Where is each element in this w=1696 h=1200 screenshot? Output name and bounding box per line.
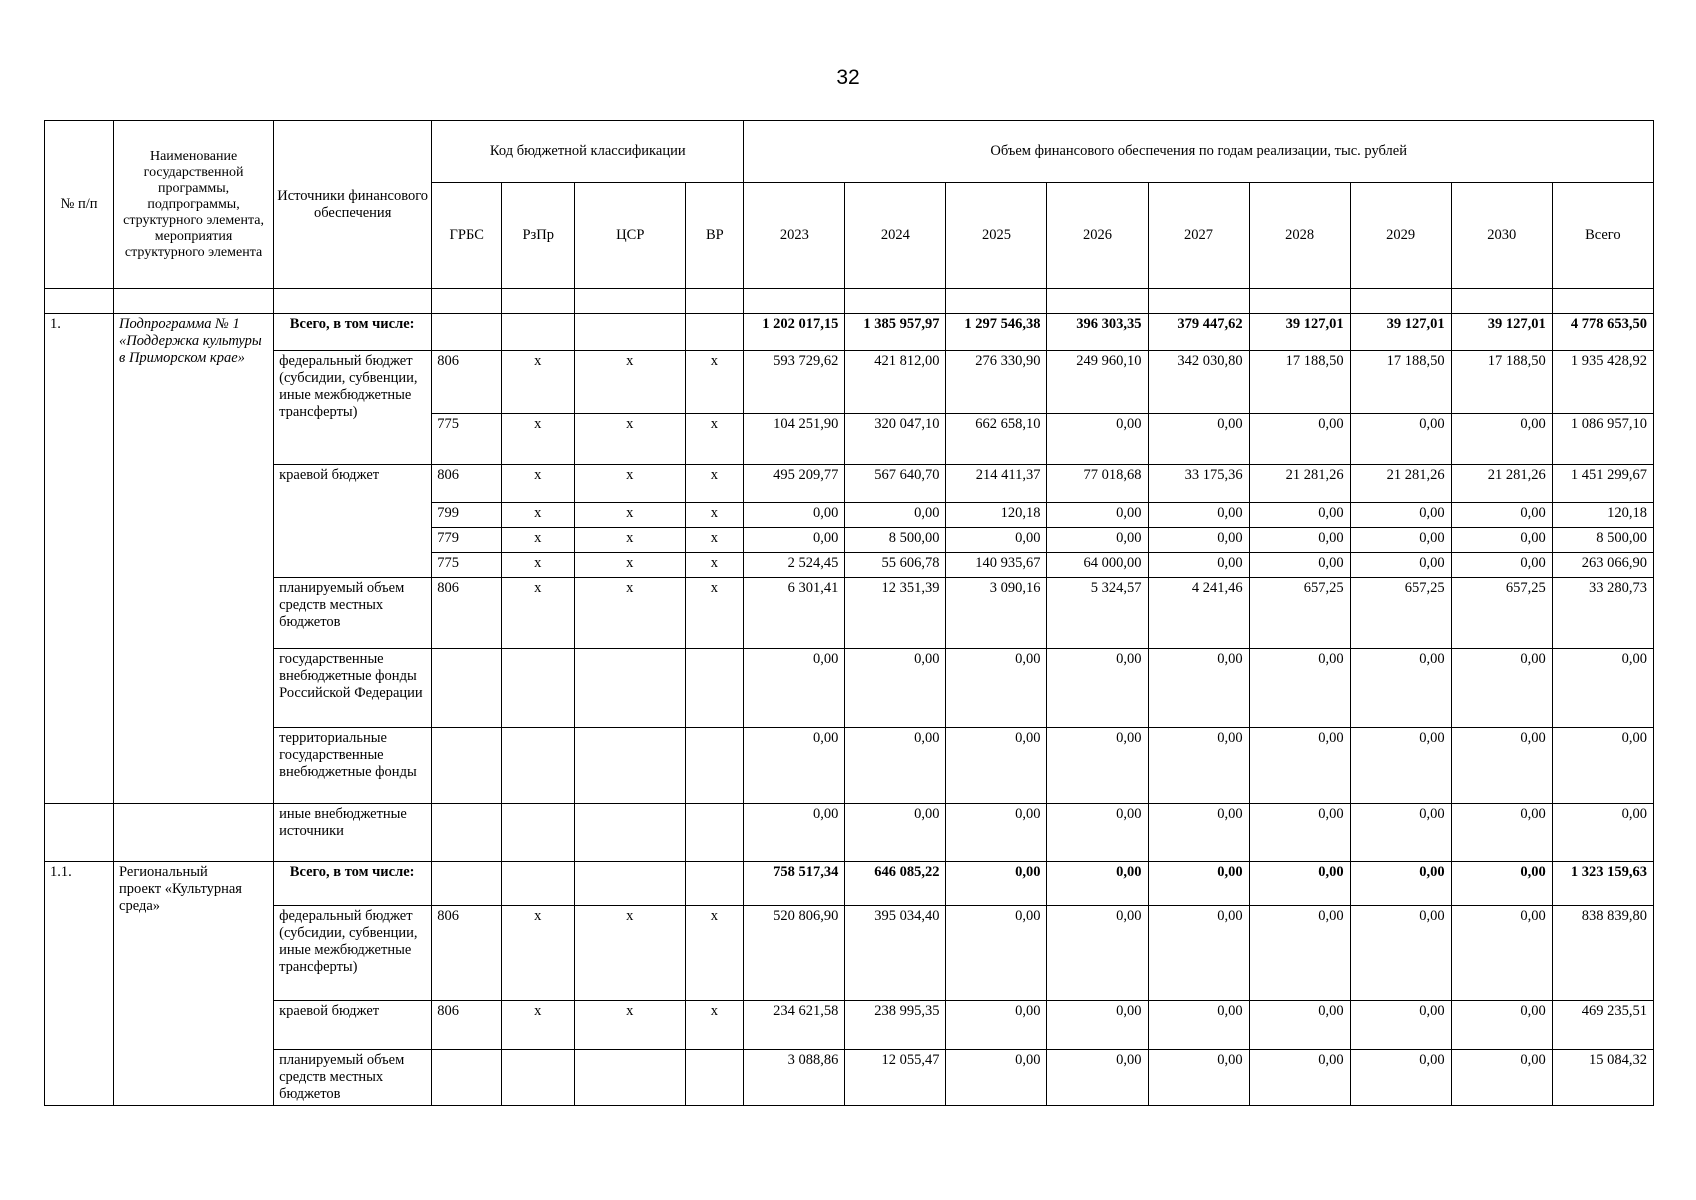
cell-value: 0,00 xyxy=(1350,414,1451,465)
table-row xyxy=(45,804,1654,862)
source-label: федеральный бюджет (субсидии, субвенции, иные межбюджетные трансферты) xyxy=(274,351,432,465)
cell-rzpr: x xyxy=(502,465,575,503)
table-row xyxy=(45,728,1654,804)
table-row xyxy=(45,862,1654,906)
cell-value: 21 281,26 xyxy=(1350,465,1451,503)
cell-vr: x xyxy=(686,1001,744,1050)
cell-value: 0,00 xyxy=(1148,528,1249,553)
cell-value: 567 640,70 xyxy=(845,465,946,503)
cell-value: 0,00 xyxy=(1148,649,1249,728)
cell-value: 0,00 xyxy=(1350,1050,1451,1106)
cell-value: 0,00 xyxy=(946,804,1047,862)
cell-value: 0,00 xyxy=(1047,728,1148,804)
cell-value: 33 280,73 xyxy=(1552,578,1653,649)
cell-value: 0,00 xyxy=(1350,728,1451,804)
cell-value: 4 778 653,50 xyxy=(1552,314,1653,351)
cell-value: 120,18 xyxy=(946,503,1047,528)
cell-csr: x xyxy=(575,578,686,649)
header-year-2026: 2026 xyxy=(1047,183,1148,289)
cell-value: 0,00 xyxy=(1451,1001,1552,1050)
cell-value: 0,00 xyxy=(1047,528,1148,553)
cell-value: 234 621,58 xyxy=(744,1001,845,1050)
cell-value: 0,00 xyxy=(1047,1050,1148,1106)
cell-value: 0,00 xyxy=(1148,906,1249,1001)
cell-value: 0,00 xyxy=(946,1001,1047,1050)
cell-value: 238 995,35 xyxy=(845,1001,946,1050)
cell-value: 77 018,68 xyxy=(1047,465,1148,503)
cell-value: 0,00 xyxy=(1451,862,1552,906)
cell-value: 1 086 957,10 xyxy=(1552,414,1653,465)
cell-value: 1 202 017,15 xyxy=(744,314,845,351)
cell-value: 0,00 xyxy=(1148,804,1249,862)
table-row xyxy=(45,1001,1654,1050)
cell-value: 33 175,36 xyxy=(1148,465,1249,503)
cell-rzpr: x xyxy=(502,528,575,553)
cell-value: 0,00 xyxy=(1350,1001,1451,1050)
cell-value: 6 301,41 xyxy=(744,578,845,649)
cell-value: 657,25 xyxy=(1451,578,1552,649)
cell-value: 15 084,32 xyxy=(1552,1050,1653,1106)
cell-value: 0,00 xyxy=(1148,414,1249,465)
table-row xyxy=(45,906,1654,1001)
cell-value: 0,00 xyxy=(1148,862,1249,906)
cell-value: 0,00 xyxy=(1047,503,1148,528)
source-label: Всего, в том числе: xyxy=(274,862,432,906)
cell-value: 0,00 xyxy=(744,503,845,528)
cell-vr: x xyxy=(686,465,744,503)
financing-table xyxy=(44,120,1654,1106)
cell-value: 214 411,37 xyxy=(946,465,1047,503)
cell-value: 0,00 xyxy=(1249,503,1350,528)
cell-value: 0,00 xyxy=(1148,728,1249,804)
cell-grbs: 779 xyxy=(432,528,502,553)
cell-value: 0,00 xyxy=(1249,553,1350,578)
cell-csr: x xyxy=(575,906,686,1001)
cell-grbs: 775 xyxy=(432,553,502,578)
source-label: планируемый объем средств местных бюджетов xyxy=(274,1050,432,1106)
cell-value: 0,00 xyxy=(1249,728,1350,804)
cell-value: 0,00 xyxy=(1148,1001,1249,1050)
cell-value: 8 500,00 xyxy=(845,528,946,553)
cell-csr: x xyxy=(575,414,686,465)
cell-grbs: 806 xyxy=(432,351,502,414)
cell-value: 320 047,10 xyxy=(845,414,946,465)
row-name: Подпрограмма № 1 «Поддержка культуры в Приморском крае» xyxy=(114,314,274,804)
cell-grbs: 775 xyxy=(432,414,502,465)
cell-value: 8 500,00 xyxy=(1552,528,1653,553)
cell-csr: x xyxy=(575,1001,686,1050)
cell-value: 0,00 xyxy=(946,528,1047,553)
cell-value: 0,00 xyxy=(744,528,845,553)
cell-value: 0,00 xyxy=(1249,1050,1350,1106)
cell-value: 0,00 xyxy=(946,649,1047,728)
cell-vr: x xyxy=(686,503,744,528)
cell-value: 342 030,80 xyxy=(1148,351,1249,414)
cell-value: 0,00 xyxy=(1451,906,1552,1001)
cell-value: 21 281,26 xyxy=(1249,465,1350,503)
cell-value: 3 088,86 xyxy=(744,1050,845,1106)
header-year-2029: 2029 xyxy=(1350,183,1451,289)
cell-value: 0,00 xyxy=(845,804,946,862)
cell-value: 1 323 159,63 xyxy=(1552,862,1653,906)
header-volume: Объем финансового обеспечения по годам реализации, тыс. рублей xyxy=(744,121,1654,183)
cell-value: 0,00 xyxy=(845,649,946,728)
cell-value: 0,00 xyxy=(1552,804,1653,862)
cell-value: 249 960,10 xyxy=(1047,351,1148,414)
cell-vr: x xyxy=(686,578,744,649)
cell-rzpr: x xyxy=(502,906,575,1001)
page-number: 32 xyxy=(836,66,860,89)
table-row xyxy=(45,649,1654,728)
cell-value: 0,00 xyxy=(1451,649,1552,728)
cell-value: 39 127,01 xyxy=(1249,314,1350,351)
row-name: Региональный проект «Культурная среда» xyxy=(114,862,274,1106)
cell-value: 104 251,90 xyxy=(744,414,845,465)
cell-value: 0,00 xyxy=(946,906,1047,1001)
cell-value: 0,00 xyxy=(1047,1001,1148,1050)
table-row xyxy=(45,465,1654,503)
spacer-row xyxy=(45,289,1654,314)
cell-value: 0,00 xyxy=(1350,649,1451,728)
cell-value: 1 385 957,97 xyxy=(845,314,946,351)
cell-value: 0,00 xyxy=(1148,503,1249,528)
cell-value: 495 209,77 xyxy=(744,465,845,503)
cell-csr: x xyxy=(575,465,686,503)
cell-value: 0,00 xyxy=(1047,414,1148,465)
cell-value: 0,00 xyxy=(1047,906,1148,1001)
cell-value: 2 524,45 xyxy=(744,553,845,578)
cell-value: 0,00 xyxy=(1350,906,1451,1001)
cell-value: 12 055,47 xyxy=(845,1050,946,1106)
cell-value: 0,00 xyxy=(1451,804,1552,862)
cell-value: 17 188,50 xyxy=(1249,351,1350,414)
header-rzpr: РзПр xyxy=(502,183,575,289)
cell-value: 0,00 xyxy=(1047,862,1148,906)
cell-value: 0,00 xyxy=(744,649,845,728)
cell-value: 0,00 xyxy=(1451,728,1552,804)
cell-value: 1 451 299,67 xyxy=(1552,465,1653,503)
cell-grbs: 806 xyxy=(432,1001,502,1050)
cell-value: 0,00 xyxy=(1249,528,1350,553)
cell-value: 0,00 xyxy=(1350,862,1451,906)
cell-value: 657,25 xyxy=(1249,578,1350,649)
cell-rzpr: x xyxy=(502,553,575,578)
cell-value: 1 935 428,92 xyxy=(1552,351,1653,414)
table-row xyxy=(45,578,1654,649)
cell-value: 21 281,26 xyxy=(1451,465,1552,503)
cell-csr: x xyxy=(575,553,686,578)
header-vr: ВР xyxy=(686,183,744,289)
cell-value: 0,00 xyxy=(1350,528,1451,553)
cell-csr: x xyxy=(575,503,686,528)
cell-value: 421 812,00 xyxy=(845,351,946,414)
cell-value: 120,18 xyxy=(1552,503,1653,528)
header-year-2024: 2024 xyxy=(845,183,946,289)
cell-value: 17 188,50 xyxy=(1451,351,1552,414)
cell-value: 0,00 xyxy=(1350,503,1451,528)
cell-value: 0,00 xyxy=(1249,649,1350,728)
cell-value: 662 658,10 xyxy=(946,414,1047,465)
table-row xyxy=(45,351,1654,414)
cell-value: 396 303,35 xyxy=(1047,314,1148,351)
cell-value: 0,00 xyxy=(845,503,946,528)
cell-value: 39 127,01 xyxy=(1451,314,1552,351)
cell-csr: x xyxy=(575,528,686,553)
header-year-2028: 2028 xyxy=(1249,183,1350,289)
cell-value: 0,00 xyxy=(744,804,845,862)
source-label: Всего, в том числе: xyxy=(274,314,432,351)
header-total: Всего xyxy=(1552,183,1653,289)
cell-value: 0,00 xyxy=(1249,804,1350,862)
cell-value: 0,00 xyxy=(946,862,1047,906)
cell-value: 3 090,16 xyxy=(946,578,1047,649)
cell-value: 520 806,90 xyxy=(744,906,845,1001)
cell-rzpr: x xyxy=(502,414,575,465)
cell-value: 0,00 xyxy=(1148,1050,1249,1106)
cell-value: 12 351,39 xyxy=(845,578,946,649)
cell-value: 0,00 xyxy=(845,728,946,804)
row-num: 1.1. xyxy=(45,862,114,1106)
cell-csr: x xyxy=(575,351,686,414)
cell-value: 646 085,22 xyxy=(845,862,946,906)
cell-vr: x xyxy=(686,906,744,1001)
source-label: планируемый объем средств местных бюджетов xyxy=(274,578,432,649)
cell-value: 0,00 xyxy=(1552,728,1653,804)
cell-value: 395 034,40 xyxy=(845,906,946,1001)
cell-value: 140 935,67 xyxy=(946,553,1047,578)
source-label: федеральный бюджет (субсидии, субвенции, иные межбюджетные трансферты) xyxy=(274,906,432,1001)
cell-grbs: 799 xyxy=(432,503,502,528)
header-kbk: Код бюджетной классификации xyxy=(432,121,744,183)
cell-vr: x xyxy=(686,351,744,414)
header-year-2023: 2023 xyxy=(744,183,845,289)
cell-value: 0,00 xyxy=(1148,553,1249,578)
cell-value: 657,25 xyxy=(1350,578,1451,649)
cell-value: 0,00 xyxy=(1249,862,1350,906)
source-label: иные внебюджетные источники xyxy=(274,804,432,862)
cell-value: 0,00 xyxy=(1249,1001,1350,1050)
cell-value: 0,00 xyxy=(744,728,845,804)
row-num: 1. xyxy=(45,314,114,804)
cell-value: 0,00 xyxy=(1451,528,1552,553)
cell-value: 0,00 xyxy=(1047,649,1148,728)
cell-value: 758 517,34 xyxy=(744,862,845,906)
cell-value: 4 241,46 xyxy=(1148,578,1249,649)
source-label: краевой бюджет xyxy=(274,465,432,578)
cell-value: 0,00 xyxy=(946,1050,1047,1106)
cell-value: 0,00 xyxy=(1451,503,1552,528)
header-grbs: ГРБС xyxy=(432,183,502,289)
cell-grbs: 806 xyxy=(432,578,502,649)
header-num: № п/п xyxy=(45,121,114,289)
cell-vr: x xyxy=(686,553,744,578)
cell-value: 5 324,57 xyxy=(1047,578,1148,649)
cell-value: 469 235,51 xyxy=(1552,1001,1653,1050)
table-row xyxy=(45,1050,1654,1106)
cell-rzpr: x xyxy=(502,578,575,649)
cell-rzpr: x xyxy=(502,503,575,528)
cell-value: 64 000,00 xyxy=(1047,553,1148,578)
header-source: Источники финансового обеспечения xyxy=(274,121,432,289)
cell-vr: x xyxy=(686,528,744,553)
cell-value: 0,00 xyxy=(1249,414,1350,465)
cell-value: 263 066,90 xyxy=(1552,553,1653,578)
cell-grbs: 806 xyxy=(432,906,502,1001)
table-row xyxy=(45,314,1654,351)
cell-value: 379 447,62 xyxy=(1148,314,1249,351)
source-label: краевой бюджет xyxy=(274,1001,432,1050)
header-year-2030: 2030 xyxy=(1451,183,1552,289)
cell-value: 593 729,62 xyxy=(744,351,845,414)
header-csr: ЦСР xyxy=(575,183,686,289)
cell-value: 0,00 xyxy=(1552,649,1653,728)
cell-grbs: 806 xyxy=(432,465,502,503)
cell-value: 0,00 xyxy=(1249,906,1350,1001)
cell-rzpr: x xyxy=(502,351,575,414)
header-year-2025: 2025 xyxy=(946,183,1047,289)
cell-value: 276 330,90 xyxy=(946,351,1047,414)
header-year-2027: 2027 xyxy=(1148,183,1249,289)
cell-value: 0,00 xyxy=(1350,804,1451,862)
cell-vr: x xyxy=(686,414,744,465)
cell-value: 39 127,01 xyxy=(1350,314,1451,351)
cell-value: 1 297 546,38 xyxy=(946,314,1047,351)
cell-value: 0,00 xyxy=(1350,553,1451,578)
cell-value: 0,00 xyxy=(1047,804,1148,862)
cell-value: 17 188,50 xyxy=(1350,351,1451,414)
cell-value: 838 839,80 xyxy=(1552,906,1653,1001)
cell-rzpr: x xyxy=(502,1001,575,1050)
cell-value: 0,00 xyxy=(946,728,1047,804)
header-name: Наименование государственной программы, подпрограммы, структурного элемента, мероприятия структурного элемента xyxy=(114,121,274,289)
cell-value: 0,00 xyxy=(1451,414,1552,465)
cell-value: 0,00 xyxy=(1451,1050,1552,1106)
cell-value: 0,00 xyxy=(1451,553,1552,578)
cell-value: 55 606,78 xyxy=(845,553,946,578)
source-label: государственные внебюджетные фонды Российской Федерации xyxy=(274,649,432,728)
source-label: территориальные государственные внебюджетные фонды xyxy=(274,728,432,804)
